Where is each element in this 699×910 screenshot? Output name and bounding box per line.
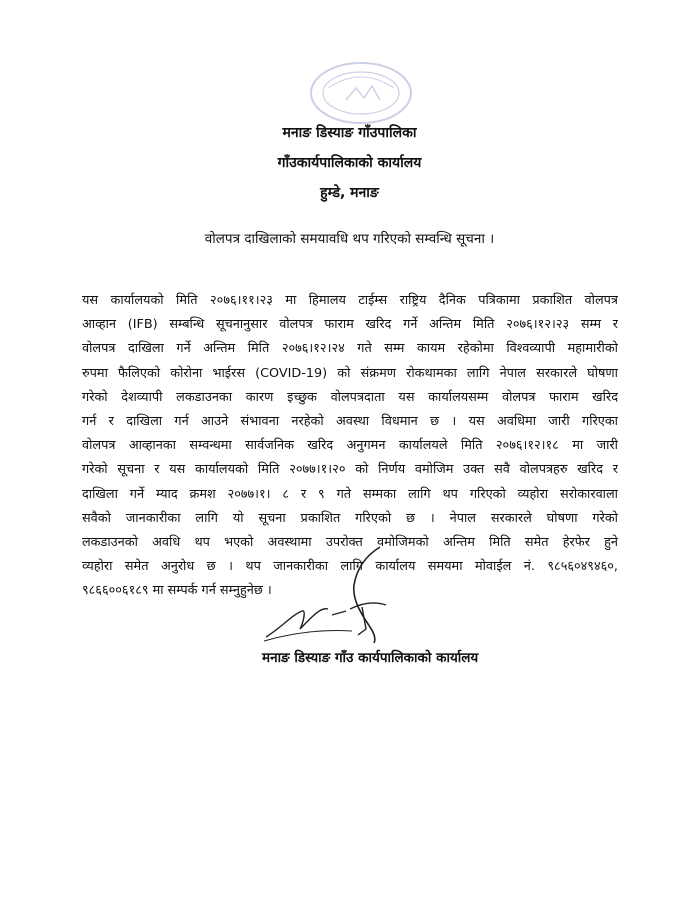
body-line: रुपमा फैलिएको कोरोना भाईरस (COVID-19) को संक्रमण रोकथामका लागि नेपाल सरकारले घोषणा bbox=[82, 365, 618, 381]
body-line: यस कार्यालयको मिति २०७६।११।२३ मा हिमालय टाईम्स राष्ट्रिय दैनिक पत्रिकामा प्रकाशित वोलपत्र bbox=[82, 293, 618, 308]
body-line: आव्हान (IFB) सम्बन्धि सूचनानुसार वोलपत्र फाराम खरिद गर्ने अन्तिम मिति २०७६।१२।२३ सम्म र bbox=[82, 317, 618, 333]
signature bbox=[262, 545, 412, 645]
body-line: वोलपत्र आव्हानका सम्वन्धमा सार्वजनिक खरिद अनुगमन कार्यालयले मिति २०७६।१२।१८ मा जारी bbox=[82, 438, 618, 454]
office-name: गाँउकार्यपालिकाको कार्यालय bbox=[277, 155, 422, 171]
body-line: लकडाउनको अवधि थप भएको अवस्थामा उपरोक्त वमोजिमको अन्तिम मिति समेत हेरफेर हुने bbox=[82, 534, 618, 550]
body-line: गरेको देशव्यापी लकडाउनका कारण इच्छुक वोलपत्रदाता यस कार्यालयसम्म वोलपत्र फाराम खरिद bbox=[82, 389, 618, 405]
body-line: ९८६६००६१८९ मा सम्पर्क गर्न सम्नुहुनेछ । bbox=[82, 583, 272, 599]
letterhead bbox=[0, 118, 699, 208]
signoff-office: मनाङ डिस्याङ गाँउ कार्यपालिकाको कार्यालय bbox=[262, 650, 479, 666]
body-line: गरेको सूचना र यस कार्यालयको मिति २०७७।१।२० को निर्णय वमोजिम उक्त सवै वोलपत्रहरु खरिद र bbox=[82, 462, 618, 478]
office-address: हुम्डे, मनाङ bbox=[320, 185, 379, 201]
body-line: दाखिला गर्ने म्याद क्रमश २०७७।१। ८ र ९ गते सम्मका लागि थप गरिएको व्यहोरा सरोकारवाला bbox=[82, 486, 618, 502]
body-line: सवैको जानकारीका लागि यो सूचना प्रकाशित गरिएको छ । नेपाल सरकारले घोषणा गरेको bbox=[82, 510, 618, 526]
notice-subject: वोलपत्र दाखिलाको समयावधि थप गरिएको सम्वन्धि सूचना । bbox=[204, 231, 495, 247]
municipality-name: मनाङ डिस्याङ गाँउपालिका bbox=[282, 125, 417, 141]
body-line: गर्न र दाखिला गर्न आउने संभावना नरहेको अवस्था विधमान छ । यस अवधिमा जारी गरिएका bbox=[82, 413, 618, 429]
body-line: व्यहोरा समेत अनुरोध छ । थप जानकारीका लागि कार्यालय समयमा मोवाईल नं. ९८५६०४९४६०, bbox=[82, 559, 618, 575]
body-line: वोलपत्र दाखिला गर्ने अन्तिम मिति २०७६।१२।२४ गते सम्म कायम रहेकोमा विश्वव्यापी महामारीको bbox=[82, 341, 618, 357]
